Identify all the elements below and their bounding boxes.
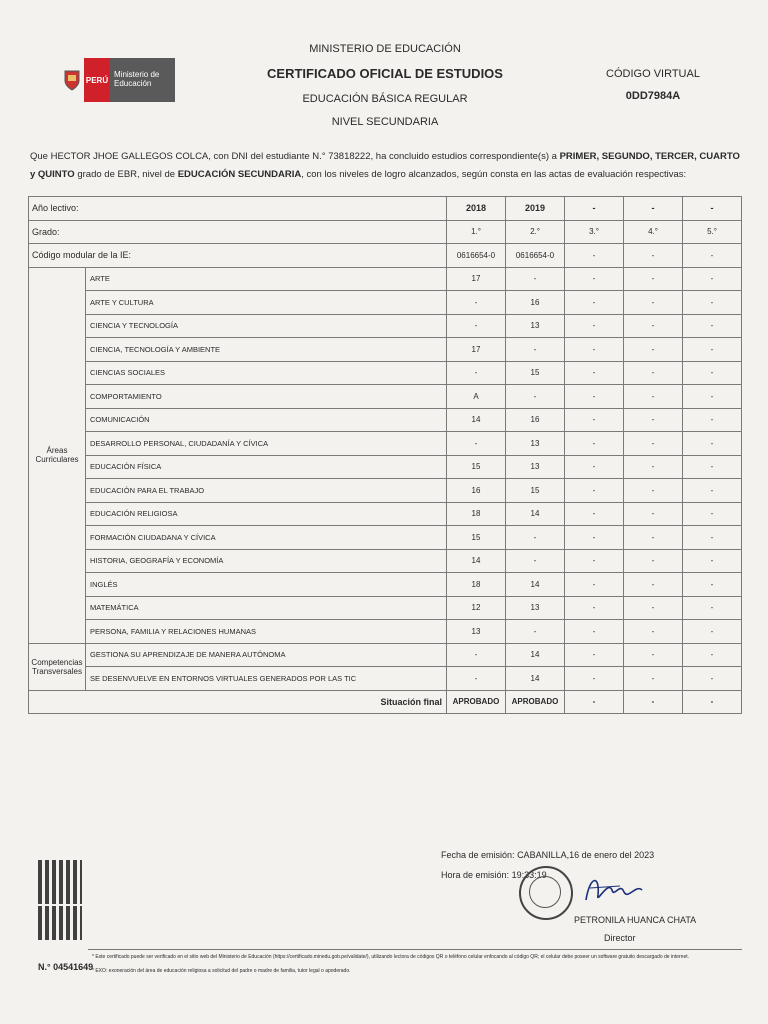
signer-name: PETRONILA HUANCA CHATA bbox=[574, 915, 697, 925]
area-grade: - bbox=[683, 502, 742, 526]
area-name: DESARROLLO PERSONAL, CIUDADANÍA Y CÍVICA bbox=[86, 432, 447, 456]
area-grade: - bbox=[565, 361, 624, 385]
grade-cell-1: 1.° bbox=[447, 220, 506, 244]
table-row bbox=[29, 338, 742, 362]
table-row bbox=[29, 291, 742, 315]
competency-grade: - bbox=[683, 643, 742, 667]
area-grade: - bbox=[506, 549, 565, 573]
area-grade: - bbox=[565, 526, 624, 550]
area-grade: - bbox=[683, 314, 742, 338]
intro-level: EDUCACIÓN SECUNDARIA bbox=[177, 169, 302, 180]
area-name: CIENCIA Y TECNOLOGÍA bbox=[86, 314, 447, 338]
logo-ministry: Ministerio de Educación bbox=[110, 58, 175, 102]
virtual-code: 0DD7984A bbox=[625, 90, 681, 102]
footer-divider bbox=[88, 949, 742, 950]
area-name: PERSONA, FAMILIA Y RELACIONES HUMANAS bbox=[86, 620, 447, 644]
area-grade: 13 bbox=[506, 596, 565, 620]
table-row bbox=[29, 479, 742, 503]
area-grade: - bbox=[624, 455, 683, 479]
area-name: CIENCIAS SOCIALES bbox=[86, 361, 447, 385]
area-grade: - bbox=[624, 338, 683, 362]
area-grade: - bbox=[624, 479, 683, 503]
area-name: COMPORTAMIENTO bbox=[86, 385, 447, 409]
intro-grades: PRIMER, SEGUNDO, TERCER, CUARTO y QUINTO bbox=[30, 151, 740, 180]
ministry-logo bbox=[60, 58, 175, 102]
competency-grade: - bbox=[683, 667, 742, 691]
area-grade: - bbox=[683, 267, 742, 291]
area-grade: 18 bbox=[447, 502, 506, 526]
area-grade: 15 bbox=[506, 479, 565, 503]
table-row bbox=[29, 573, 742, 597]
area-grade: - bbox=[506, 385, 565, 409]
serial-number: N.° 04541649 bbox=[38, 962, 94, 972]
area-name: MATEMÁTICA bbox=[86, 596, 447, 620]
area-grade: 17 bbox=[447, 267, 506, 291]
area-grade: - bbox=[683, 596, 742, 620]
transversal-group-label bbox=[29, 643, 86, 690]
table-row bbox=[29, 408, 742, 432]
area-grade: - bbox=[506, 267, 565, 291]
area-grade: - bbox=[624, 361, 683, 385]
year-cell-5: - bbox=[683, 197, 742, 221]
area-grade: 13 bbox=[506, 455, 565, 479]
area-grade: - bbox=[565, 314, 624, 338]
area-grade: - bbox=[447, 432, 506, 456]
competency-grade: - bbox=[447, 643, 506, 667]
competency-grade: 14 bbox=[506, 667, 565, 691]
grades-table bbox=[28, 196, 742, 714]
final-row bbox=[29, 690, 742, 714]
year-cell-1: 2018 bbox=[447, 197, 506, 221]
table-row bbox=[29, 267, 742, 291]
grade-cell-3: 3.° bbox=[565, 220, 624, 244]
area-grade: - bbox=[447, 291, 506, 315]
table-row bbox=[29, 361, 742, 385]
competency-grade: - bbox=[624, 643, 683, 667]
area-grade: - bbox=[624, 502, 683, 526]
table-row bbox=[29, 314, 742, 338]
area-grade: 16 bbox=[447, 479, 506, 503]
qr-code-icon bbox=[38, 860, 82, 904]
final-status-4: - bbox=[624, 690, 683, 714]
area-grade: - bbox=[565, 573, 624, 597]
area-name: HISTORIA, GEOGRAFÍA Y ECONOMÍA bbox=[86, 549, 447, 573]
transversal-group-line-1: Competencias bbox=[31, 657, 83, 667]
area-grade: - bbox=[565, 455, 624, 479]
grade-cell-4: 4.° bbox=[624, 220, 683, 244]
modular-cell-4: - bbox=[624, 244, 683, 268]
table-row bbox=[29, 620, 742, 644]
table-row bbox=[29, 667, 742, 691]
intro-text-2: grado de EBR, nivel de bbox=[74, 169, 178, 180]
issue-time-label: Hora de emisión: bbox=[441, 870, 510, 880]
area-grade: - bbox=[683, 526, 742, 550]
table-row bbox=[29, 385, 742, 409]
area-grade: - bbox=[683, 620, 742, 644]
area-grade: 14 bbox=[506, 502, 565, 526]
year-label: Año lectivo: bbox=[29, 197, 447, 221]
year-cell-4: - bbox=[624, 197, 683, 221]
area-grade: - bbox=[565, 432, 624, 456]
area-grade: - bbox=[624, 620, 683, 644]
area-name: EDUCACIÓN RELIGIOSA bbox=[86, 502, 447, 526]
issue-date-value: CABANILLA,16 de enero del 2023 bbox=[517, 850, 655, 860]
year-row bbox=[29, 197, 742, 221]
intro-paragraph bbox=[30, 148, 742, 184]
area-name: EDUCACIÓN FÍSICA bbox=[86, 455, 447, 479]
competency-grade: - bbox=[565, 667, 624, 691]
area-grade: A bbox=[447, 385, 506, 409]
area-grade: - bbox=[683, 385, 742, 409]
area-grade: - bbox=[565, 620, 624, 644]
area-grade: 16 bbox=[506, 291, 565, 315]
area-grade: 13 bbox=[447, 620, 506, 644]
area-grade: - bbox=[624, 549, 683, 573]
area-name: CIENCIA, TECNOLOGÍA Y AMBIENTE bbox=[86, 338, 447, 362]
area-grade: - bbox=[624, 408, 683, 432]
table-row bbox=[29, 502, 742, 526]
area-name: EDUCACIÓN PARA EL TRABAJO bbox=[86, 479, 447, 503]
modular-row bbox=[29, 244, 742, 268]
area-name: COMUNICACIÓN bbox=[86, 408, 447, 432]
final-status-3: - bbox=[565, 690, 624, 714]
area-grade: - bbox=[447, 361, 506, 385]
transversal-group-line-2: Transversales bbox=[32, 666, 82, 676]
competency-grade: 14 bbox=[506, 643, 565, 667]
grade-label: Grado: bbox=[29, 220, 447, 244]
final-label: Situación final bbox=[29, 690, 447, 714]
area-grade: - bbox=[683, 432, 742, 456]
ministry-name: MINISTERIO DE EDUCACIÓN bbox=[309, 43, 461, 55]
area-grade: 12 bbox=[447, 596, 506, 620]
area-grade: - bbox=[624, 291, 683, 315]
modular-cell-5: - bbox=[683, 244, 742, 268]
area-name: ARTE Y CULTURA bbox=[86, 291, 447, 315]
area-grade: - bbox=[683, 338, 742, 362]
area-grade: - bbox=[565, 385, 624, 409]
area-grade: 13 bbox=[506, 314, 565, 338]
area-grade: - bbox=[565, 338, 624, 362]
year-cell-2: 2019 bbox=[506, 197, 565, 221]
signer-role: Director bbox=[604, 933, 636, 943]
school-seal-stamp bbox=[519, 866, 573, 920]
qr-code-icon-lower bbox=[38, 906, 82, 940]
modular-cell-2: 0616654-0 bbox=[506, 244, 565, 268]
area-grade: - bbox=[683, 455, 742, 479]
document-title: CERTIFICADO OFICIAL DE ESTUDIOS bbox=[267, 66, 503, 81]
area-grade: - bbox=[624, 314, 683, 338]
modular-cell-1: 0616654-0 bbox=[447, 244, 506, 268]
grade-row bbox=[29, 220, 742, 244]
director-signature bbox=[580, 870, 646, 910]
competency-name: GESTIONA SU APRENDIZAJE DE MANERA AUTÓNOMA bbox=[86, 643, 447, 667]
competency-grade: - bbox=[624, 667, 683, 691]
area-grade: 14 bbox=[447, 408, 506, 432]
area-grade: - bbox=[447, 314, 506, 338]
final-status-1: APROBADO bbox=[447, 690, 506, 714]
area-name: ARTE bbox=[86, 267, 447, 291]
area-grade: 18 bbox=[447, 573, 506, 597]
area-grade: 16 bbox=[506, 408, 565, 432]
table-row bbox=[29, 526, 742, 550]
intro-text-1: Que HECTOR JHOE GALLEGOS COLCA, con DNI del estudiante N.° 73818222, ha concluido estudios correspondiente(s) a bbox=[30, 151, 560, 162]
issue-time-value: 19:33:19 bbox=[511, 870, 547, 880]
issue-date bbox=[441, 850, 654, 860]
area-grade: 15 bbox=[447, 455, 506, 479]
competency-name: SE DESENVUELVE EN ENTORNOS VIRTUALES GENERADOS POR LAS TIC bbox=[86, 667, 447, 691]
area-grade: - bbox=[683, 479, 742, 503]
area-grade: - bbox=[565, 596, 624, 620]
areas-group-label: Áreas Curriculares bbox=[29, 267, 86, 643]
area-grade: - bbox=[506, 620, 565, 644]
table-row bbox=[29, 549, 742, 573]
area-grade: 13 bbox=[506, 432, 565, 456]
area-grade: - bbox=[683, 291, 742, 315]
logo-country: PERÚ bbox=[84, 58, 110, 102]
intro-text-3: , con los niveles de logro alcanzados, según consta en las actas de evaluación respectivas: bbox=[301, 169, 687, 180]
area-grade: - bbox=[624, 573, 683, 597]
area-grade: - bbox=[506, 526, 565, 550]
competency-grade: - bbox=[447, 667, 506, 691]
grade-cell-2: 2.° bbox=[506, 220, 565, 244]
area-grade: - bbox=[565, 267, 624, 291]
level-name: NIVEL SECUNDARIA bbox=[331, 116, 439, 128]
grade-cell-5: 5.° bbox=[683, 220, 742, 244]
area-grade: - bbox=[624, 385, 683, 409]
area-grade: - bbox=[683, 549, 742, 573]
area-grade: 15 bbox=[447, 526, 506, 550]
program-name: EDUCACIÓN BÁSICA REGULAR bbox=[302, 93, 468, 105]
area-grade: - bbox=[506, 338, 565, 362]
area-name: FORMACIÓN CIUDADANA Y CÍVICA bbox=[86, 526, 447, 550]
table-row bbox=[29, 643, 742, 667]
area-grade: 14 bbox=[447, 549, 506, 573]
final-status-5: - bbox=[683, 690, 742, 714]
area-grade: - bbox=[683, 361, 742, 385]
table-row bbox=[29, 432, 742, 456]
area-grade: - bbox=[624, 526, 683, 550]
area-grade: - bbox=[565, 479, 624, 503]
area-grade: 14 bbox=[506, 573, 565, 597]
issue-date-label: Fecha de emisión: bbox=[441, 850, 515, 860]
table-row bbox=[29, 596, 742, 620]
peru-coat-of-arms-icon bbox=[60, 58, 84, 102]
final-status-2: APROBADO bbox=[506, 690, 565, 714]
area-grade: 15 bbox=[506, 361, 565, 385]
year-cell-3: - bbox=[565, 197, 624, 221]
competency-grade: - bbox=[565, 643, 624, 667]
modular-cell-3: - bbox=[565, 244, 624, 268]
area-grade: - bbox=[565, 291, 624, 315]
area-grade: - bbox=[624, 596, 683, 620]
modular-label: Código modular de la IE: bbox=[29, 244, 447, 268]
exoneration-note: * EXO: exoneración del área de educación religiosa a solicitud del padre o madre de familia, tutor legal o apoderado. bbox=[92, 968, 351, 974]
area-grade: - bbox=[624, 267, 683, 291]
area-grade: - bbox=[683, 408, 742, 432]
area-grade: - bbox=[565, 408, 624, 432]
virtual-code-label: CÓDIGO VIRTUAL bbox=[606, 68, 700, 80]
area-name: INGLÉS bbox=[86, 573, 447, 597]
area-grade: - bbox=[683, 573, 742, 597]
table-row bbox=[29, 455, 742, 479]
qr-code bbox=[38, 860, 82, 940]
area-grade: - bbox=[624, 432, 683, 456]
area-grade: - bbox=[565, 502, 624, 526]
area-grade: 17 bbox=[447, 338, 506, 362]
area-grade: - bbox=[565, 549, 624, 573]
verification-note: * Este certificado puede ser verificado en el sitio web del Ministerio de Educación (https://certificado.minedu.gob.pe/validate/), utilizando lectora de códigos QR o teléfono celular enfocando al código QR; el celular debe poseer un software gratuito descargado de internet. bbox=[92, 954, 690, 960]
